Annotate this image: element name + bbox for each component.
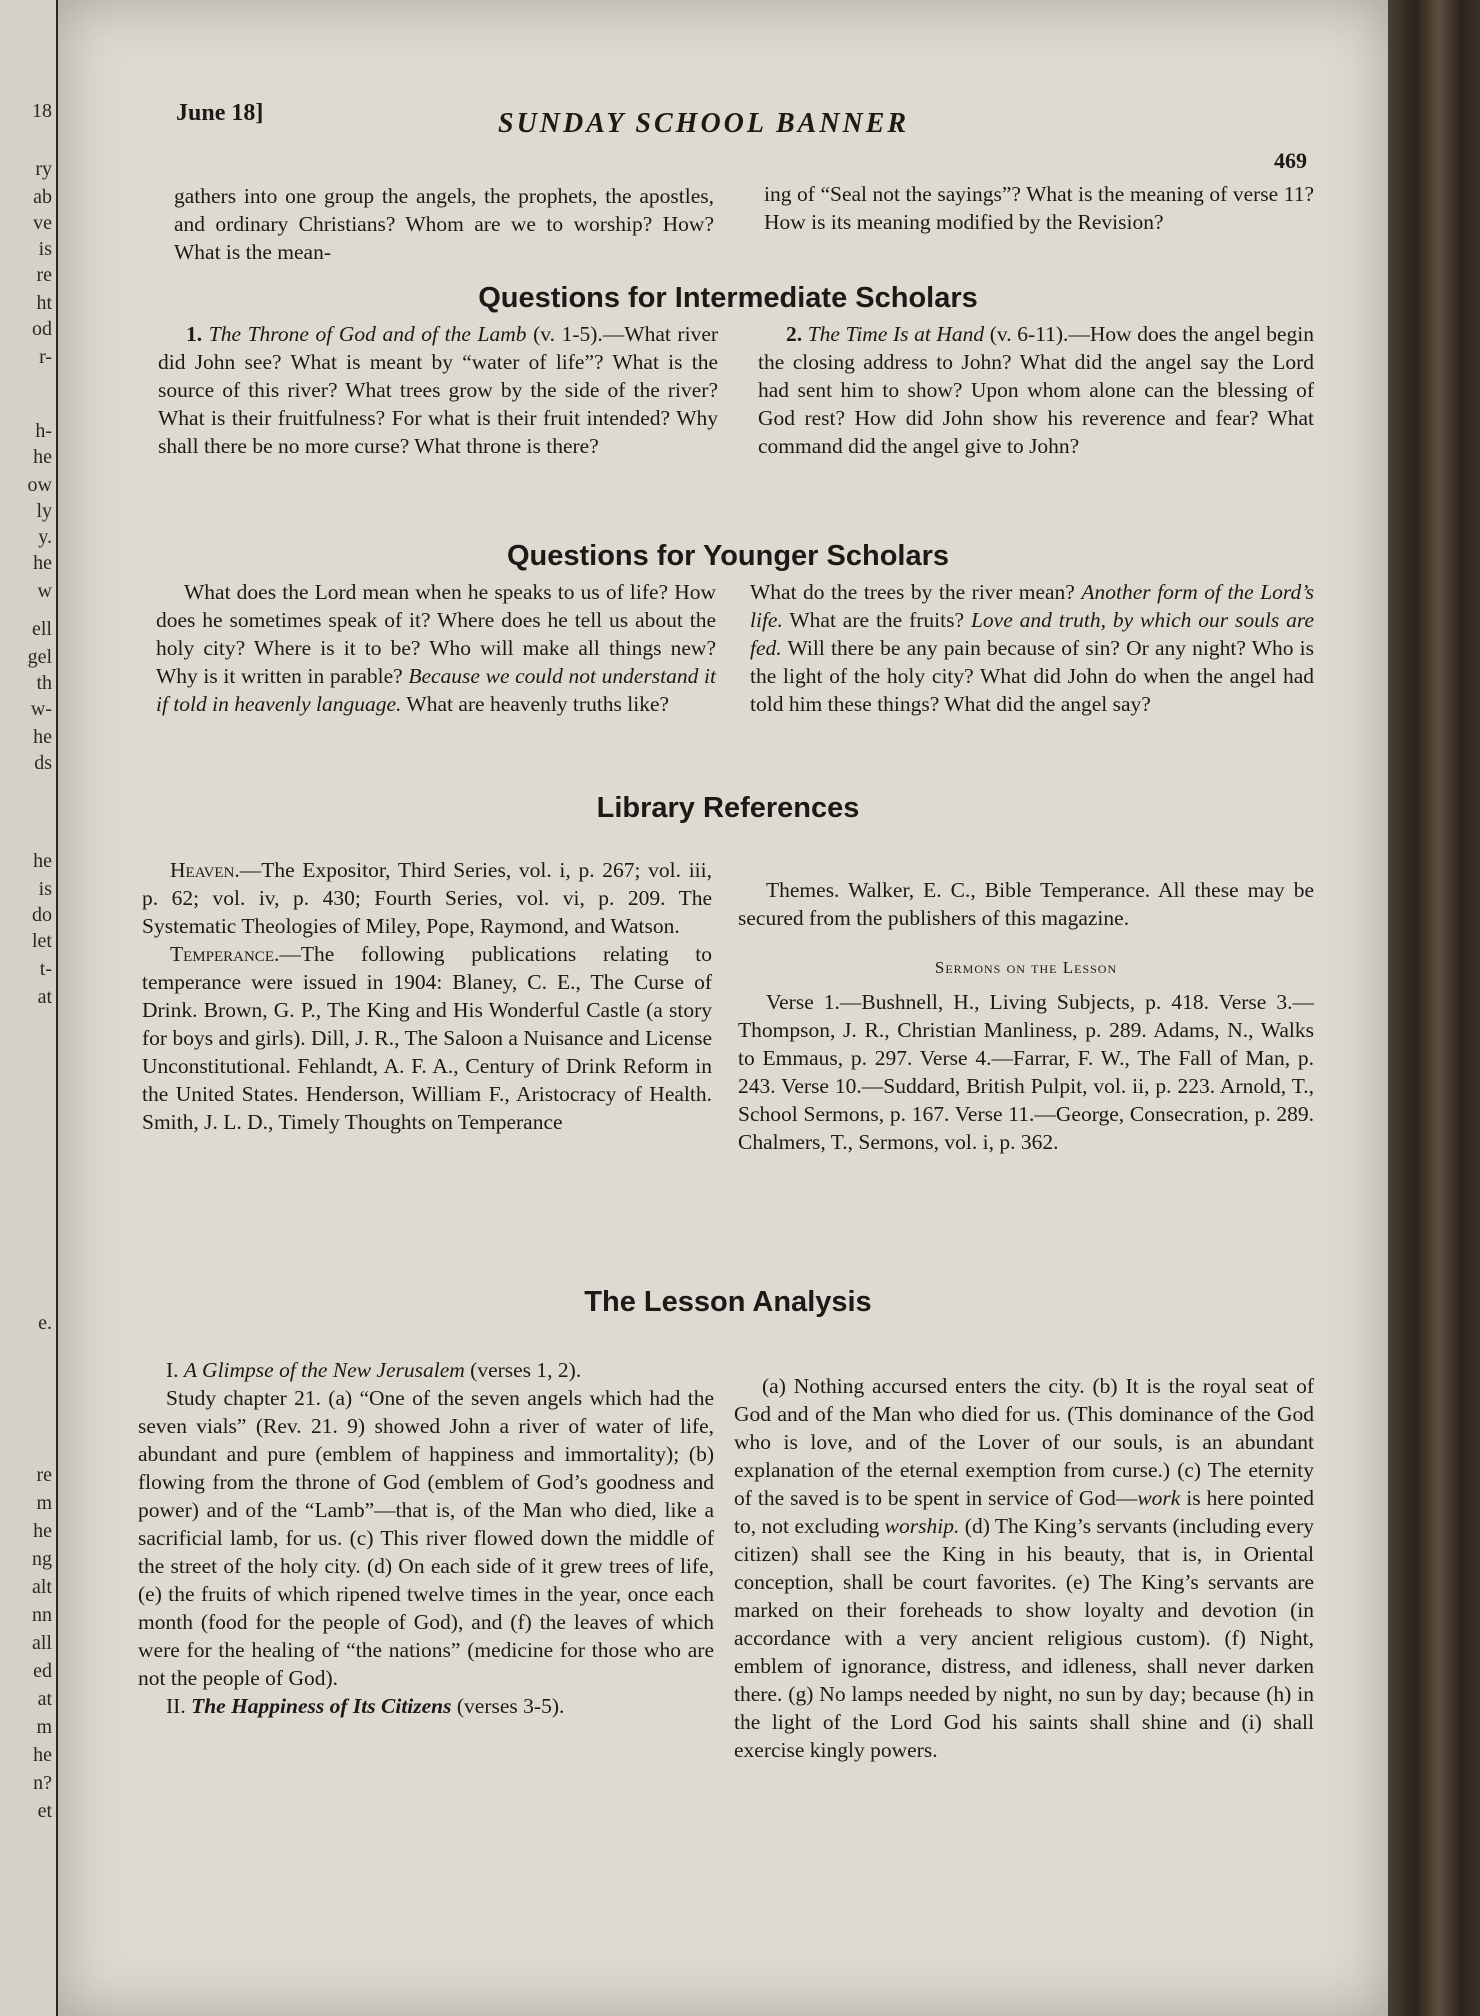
section2-verses: (verses 3-5). [456, 1694, 565, 1718]
prev-page-fragment: re [36, 264, 52, 286]
analysis-right-mid: is here pointed to, not excluding [734, 1486, 1315, 1538]
intro-right-text: ing of “Seal not the sayings”? What is the meaning of verse 11? How is its meaning modified by the Revision? [764, 182, 1314, 234]
book-page [58, 0, 1388, 2016]
analysis-right [734, 1372, 1314, 1764]
q2-title: The Time Is at Hand [807, 322, 985, 346]
prev-page-fragment: th [36, 672, 52, 694]
prev-page-fragment: ht [36, 292, 52, 314]
prev-page-fragment: t- [39, 958, 52, 980]
prev-page-fragment: all [32, 1632, 52, 1654]
q1-title: The Throne of God and of the Lamb [208, 322, 527, 346]
younger-left-answer: Because we could not understand it if told in heavenly language. [156, 664, 716, 716]
intermediate-left [158, 320, 718, 460]
prev-page-fragment: re [36, 1464, 52, 1486]
library-heading: Library References [596, 792, 860, 824]
prev-page-fragment: e. [38, 1312, 52, 1334]
temperance-label: Temperance. [170, 942, 280, 966]
prev-page-fragment: is [38, 238, 52, 260]
prev-page-fragment: w- [30, 698, 52, 720]
prev-page-fragment: ab [33, 186, 52, 208]
prev-page-fragment: m [36, 1716, 52, 1738]
prev-page-fragment: ng [32, 1548, 52, 1570]
library-right-text: Themes. Walker, E. C., Bible Temperance. All these may be secured from the publishers of this magazine. [738, 878, 1314, 930]
prev-page-fragment: r- [39, 346, 52, 368]
prev-page-fragment: m [36, 1492, 52, 1514]
heaven-text: —The Expositor, Third Series, vol. i, p. 267; vol. iii, p. 62; vol. iv, p. 430; Fourth Series, vol. vi, p. 209. The Systematic Theologies of Miley, Pope, Raymond, and Watson. [142, 858, 712, 938]
prev-page-fragment: et [37, 1800, 52, 1822]
q1-label: 1. [186, 322, 203, 346]
younger-left-text: What does the Lord mean when he speaks to us of life? How does he sometimes speak of it? Where does he tell us about the holy city? Where is it to be? Who will make all things new? Why is it written in parable? [156, 580, 716, 688]
intro-right [764, 180, 1314, 236]
analysis-right-tail: (d) The King’s servants (including every citizen) shall see the King in his beauty, that is, in Oriental conception, shall be court favorites. (e) The King’s servants are marked on their foreheads to show loyalty and devotion (in accordance with a very ancient religious custom). (f) Night, emblem of ignorance, distress, and idleness, shall never darken there. (g) No lamps needed by night, no sun by day; because (h) in the light of the Lord God his saints shall shine and (i) shall exercise kingly powers. [734, 1514, 1314, 1762]
intro-left [174, 182, 714, 266]
prev-page-fragment: ds [34, 752, 52, 774]
prev-page-fragment: nn [32, 1604, 52, 1626]
temperance-text: —The following publications relating to temperance were issued in 1904: Blaney, C. E., The Curse of Drink. Brown, G. P., The King and His Wonderful Castle (a story for boys and girls). Dill, J. R., The Saloon a Nuisance and License Unconstitutional. Fehlandt, A. F. A., Century of Drink Reform in the United States. Henderson, William F., Aristocracy of Health. Smith, J. L. D., Timely Thoughts on Temperance [142, 942, 712, 1134]
section2-number: II. [166, 1694, 186, 1718]
prev-page-fragment: he [33, 726, 52, 748]
q1-text: (v. 1-5).—What river did John see? What is meant by “water of life”? What is the source of this river? What trees grow by the side of the river? What is their fruitfulness? For what is their fruit intended? Why shall there be no more curse? What throne is there? [158, 322, 719, 458]
younger-right-mid: What are the fruits? [789, 608, 965, 632]
younger-right [750, 578, 1314, 718]
prev-page-fragment: he [33, 446, 52, 468]
prev-page-fragment: ell [32, 618, 52, 640]
section1-number: I. [166, 1358, 179, 1382]
heaven-label: Heaven. [170, 858, 240, 882]
analysis-right-worship: worship. [884, 1514, 960, 1538]
younger-right-answer1: Another form of the Lord’s life. [750, 580, 1315, 632]
analysis-left [138, 1356, 714, 1720]
analysis-right-text: (a) Nothing accursed enters the city. (b) It is the royal seat of God and of the Man who died for us. (This dominance of the God who is love, and of the Lover of our souls, is an abundant explanation of the eternal exemption from curse.) (c) The eternity of the saved is to be spent in service of God— [734, 1374, 1314, 1510]
prev-page-fragment: at [37, 1688, 52, 1710]
younger-right-answer2: Love and truth, by which our souls are fed. [750, 608, 1314, 660]
prev-page-fragment: let [32, 930, 52, 952]
prev-page-fragment: 18 [32, 100, 52, 122]
prev-page-fragment: ow [27, 474, 52, 496]
prev-page-fragment: n? [33, 1772, 52, 1794]
prev-page-fragment: ve [33, 212, 52, 234]
prev-page-fragment: he [33, 1744, 52, 1766]
prev-page-fragment: w [37, 580, 52, 602]
younger-right-tail: Will there be any pain because of sin? Or any night? Who is the light of the holy city? What did John do when the angel had told him these things? What did the angel say? [750, 636, 1314, 716]
header-date: June 18] [176, 100, 264, 126]
younger-left-tail: What are heavenly truths like? [406, 692, 670, 716]
analysis-heading: The Lesson Analysis [584, 1286, 872, 1318]
library-left [142, 856, 712, 1136]
prev-page-fragment: gel [27, 646, 52, 668]
sermons-text: Verse 1.—Bushnell, H., Living Subjects, p. 418. Verse 3.—Thompson, J. R., Christian Manliness, p. 289. Adams, N., Walks to Emmaus, p. 297. Verse 4.—Farrar, F. W., The Fall of Man, p. 243. Verse 10.—Suddard, British Pulpit, vol. ii, p. 223. Arnold, T., School Sermons, p. 167. Verse 11.—George, Consecration, p. 289. Chalmers, T., Sermons, vol. i, p. 362. [738, 990, 1314, 1154]
prev-page-fragment: h- [35, 420, 52, 442]
prev-page-fragment: od [32, 318, 52, 340]
younger-right-text: What do the trees by the river mean? [750, 580, 1075, 604]
section1-verses: (verses 1, 2). [470, 1358, 582, 1382]
header-title: SUNDAY SCHOOL BANNER [498, 108, 910, 139]
previous-page-edge [0, 0, 56, 2016]
prev-page-fragment: he [33, 1520, 52, 1542]
section2-title: The Happiness of Its Citizens [191, 1694, 452, 1718]
prev-page-fragment: at [37, 986, 52, 1008]
prev-page-fragment: do [32, 904, 52, 926]
page-number: 469 [1274, 148, 1307, 173]
intermediate-right [758, 320, 1314, 460]
prev-page-fragment: y. [38, 526, 52, 548]
prev-page-fragment: ly [36, 500, 52, 522]
prev-page-fragment: is [38, 878, 52, 900]
younger-left [156, 578, 716, 718]
book-binding [1388, 0, 1480, 2016]
library-right [738, 876, 1314, 1156]
intermediate-heading: Questions for Intermediate Scholars [478, 282, 978, 314]
intro-left-text: gathers into one group the angels, the prophets, the apostles, and ordinary Christians? Whom are we to worship? How? What is the mean- [174, 184, 714, 264]
section1-title: A Glimpse of the New Jerusalem [183, 1358, 465, 1382]
prev-page-fragment: ry [35, 158, 52, 180]
prev-page-fragment: he [33, 850, 52, 872]
section1-text: Study chapter 21. (a) “One of the seven angels which had the seven vials” (Rev. 21. 9) showed John a river of water of life, abundant and pure (emblem of happiness and immortality); (b) flowing from the throne of God (emblem of God’s goodness and power) and of the “Lamb”—that is, of the Man who died, like a sacrificial lamb, for us. (c) This river flowed down the middle of the street of the holy city. (d) On each side of it grew trees of life, (e) the fruits of which ripened twelve times in the year, once each month (food for the people of God), and (f) the leaves of which were for the healing of “the nations” (medicine for those who are not the people of God). [138, 1386, 714, 1690]
younger-heading: Questions for Younger Scholars [506, 540, 950, 572]
analysis-right-work: work [1137, 1486, 1181, 1510]
prev-page-fragment: alt [32, 1576, 52, 1598]
q2-text: (v. 6-11).—How does the angel begin the closing address to John? What did the angel say the Lord had sent him to show? Upon whom alone can the blessing of God rest? How did John show his reverence and fear? What command did the angel give to John? [758, 322, 1315, 458]
q2-label: 2. [786, 322, 803, 346]
prev-page-fragment: ed [33, 1660, 52, 1682]
prev-page-fragment: he [33, 552, 52, 574]
sermons-heading: Sermons on the Lesson [934, 958, 1118, 977]
